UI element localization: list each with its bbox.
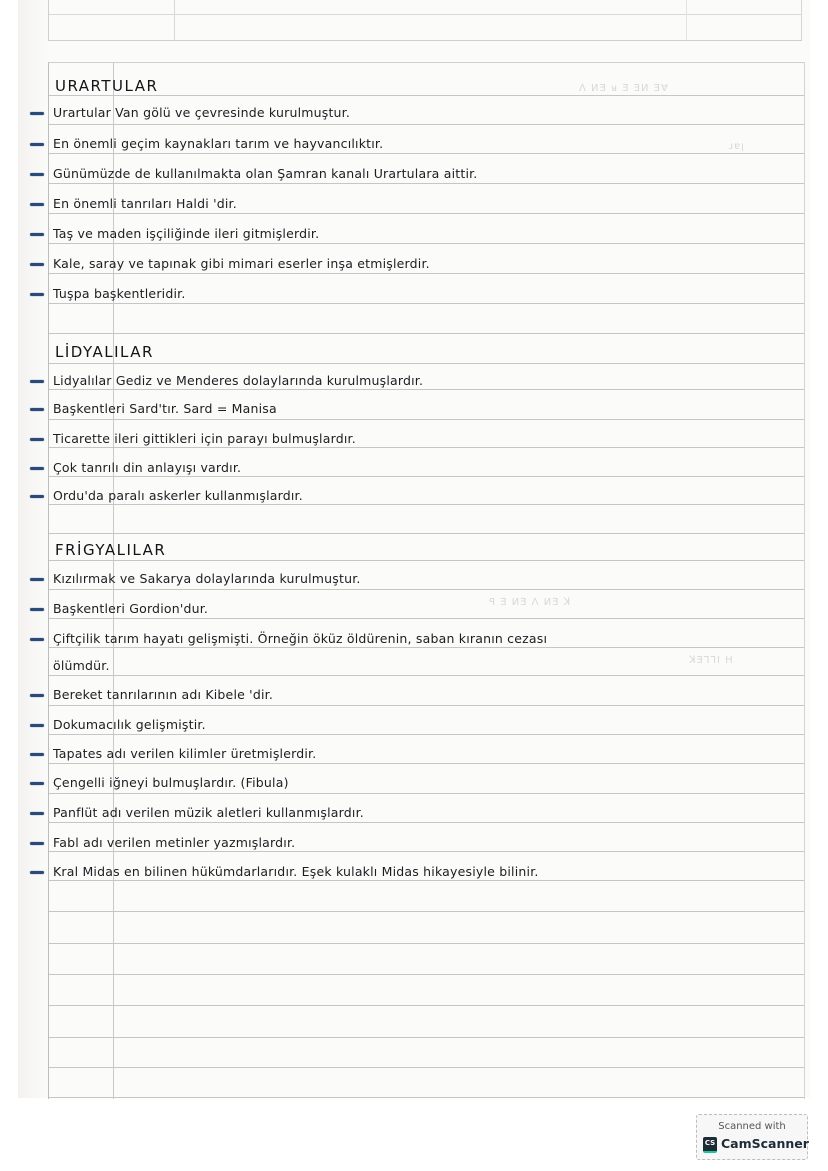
ruled-line <box>49 647 804 648</box>
dash-bullet-icon <box>30 578 44 581</box>
bleed-through-text: ꓘƎꞀꞀI H <box>689 655 734 666</box>
ruled-line <box>49 389 804 390</box>
header-divider <box>174 0 175 40</box>
ruled-line <box>49 793 804 794</box>
ruled-line <box>49 1097 804 1098</box>
ruled-line <box>49 333 804 334</box>
ruled-line <box>49 363 804 364</box>
dash-bullet-icon <box>30 753 44 756</box>
watermark-brand: CamScanner <box>721 1136 809 1151</box>
ruled-line <box>49 943 804 944</box>
ruled-line <box>49 560 804 561</box>
watermark-caption: Scanned with <box>718 1121 786 1132</box>
dash-bullet-icon <box>30 812 44 815</box>
dash-bullet-icon <box>30 143 44 146</box>
ruled-line <box>49 1037 804 1038</box>
dash-bullet-icon <box>30 233 44 236</box>
dash-bullet-icon <box>30 495 44 498</box>
ruled-page: Ʌ ИƎ ᴚ Ǝ ƎИ ƎⱯ ɹɐꞁ ꟼ Ǝ ИƎ Ʌ ИƎ ꓘ ꓘƎꞀꞀI H URARTULAR Urartular Van gölü ve çevresinde kurulmuştur. En önemli geçim kaynakları tarım ve hayvancılıktır. Günümüzde de kullanılmakta olan Şamran kanalı Urartulara aittir. En önemli tanrıları Haldi 'dir. Taş ve maden işçiliğinde ileri gitmişlerdir. Kale, saray ve tapınak gibi mimari eserler inşa etmişlerdir. Tuşpa başkentleridir. LİDYALILAR Lidyalılar Gediz ve Menderes dolaylarında kurulmuşlardır. Başkentleri Sard'tır. Sard = Manisa Ticarette ileri gittikleri için parayı bulmuşlardır. Çok tanrılı din anlayışı vardır. Ordu'da paralı askerler kullanmışlardır. FRİGYALILAR Kızılırmak ve Sakarya dolaylarında kurulmuştur. Başkentleri Gordion'dur. Çiftçilik tarım hayatı gelişmişti. Örneğin öküz öldürenin, saban kıranın cezası ölümdür. Bereket tanrılarının adı Kibele 'dir. Dokumacılık gelişmiştir. Tapates adı verilen kilimler üretmişlerdir. Çengelli iğneyi bulmuşlardır. (Fibula) Panflüt adı verilen müzik aletleri kullanmışlardır. Fabl adı verilen metinler yazmışlardır. Kral Midas en bilinen hükümdarlarıdır. Eşek kulaklı Midas hikayesiyle bilinir. <box>48 62 805 1099</box>
ruled-line <box>49 243 804 244</box>
ruled-line <box>49 705 804 706</box>
bleed-through-text: Ʌ ИƎ ᴚ Ǝ ƎИ ƎⱯ <box>579 83 669 94</box>
dash-bullet-icon <box>30 724 44 727</box>
dash-bullet-icon <box>30 408 44 411</box>
ruled-line <box>49 589 804 590</box>
dash-bullet-icon <box>30 467 44 470</box>
dash-bullet-icon <box>30 871 44 874</box>
dash-bullet-icon <box>30 608 44 611</box>
header-box <box>48 0 802 41</box>
camscanner-logo-icon: CS <box>703 1137 717 1153</box>
dash-bullet-icon <box>30 263 44 266</box>
dash-bullet-icon <box>30 694 44 697</box>
ruled-line <box>49 734 804 735</box>
dash-bullet-icon <box>30 203 44 206</box>
ruled-line <box>49 822 804 823</box>
ruled-line <box>49 273 804 274</box>
bleed-through-text: ɹɐꞁ <box>729 141 745 152</box>
ruled-line <box>49 419 804 420</box>
bleed-through-text: ꟼ Ǝ ИƎ Ʌ ИƎ ꓘ <box>489 597 572 608</box>
ruled-line <box>49 974 804 975</box>
ruled-line <box>49 95 804 96</box>
ruled-line <box>49 880 804 881</box>
header-divider-right <box>686 0 687 40</box>
ruled-line <box>49 303 804 304</box>
section-heading-lidyalilar: LİDYALILAR <box>55 343 154 361</box>
dash-bullet-icon <box>30 638 44 641</box>
section-heading-urartular: URARTULAR <box>55 77 159 95</box>
dash-bullet-icon <box>30 438 44 441</box>
ruled-line <box>49 504 804 505</box>
ruled-line <box>49 675 804 676</box>
ruled-line <box>49 533 804 534</box>
ruled-line <box>49 476 804 477</box>
page-shadow <box>18 0 48 1098</box>
ruled-line <box>49 1005 804 1006</box>
header-rule <box>49 14 801 15</box>
ruled-line <box>49 183 804 184</box>
ruled-line <box>49 763 804 764</box>
ruled-line <box>49 1067 804 1068</box>
ruled-line <box>49 618 804 619</box>
dash-bullet-icon <box>30 842 44 845</box>
dash-bullet-icon <box>30 380 44 383</box>
dash-bullet-icon <box>30 173 44 176</box>
dash-bullet-icon <box>30 112 44 115</box>
ruled-line <box>49 447 804 448</box>
ruled-line <box>49 213 804 214</box>
dash-bullet-icon <box>30 782 44 785</box>
ruled-line <box>49 851 804 852</box>
ruled-line <box>49 911 804 912</box>
section-heading-frigyalilar: FRİGYALILAR <box>55 541 167 559</box>
camscanner-watermark <box>696 1114 808 1160</box>
ruled-line <box>49 153 804 154</box>
dash-bullet-icon <box>30 293 44 296</box>
ruled-line <box>49 124 804 125</box>
